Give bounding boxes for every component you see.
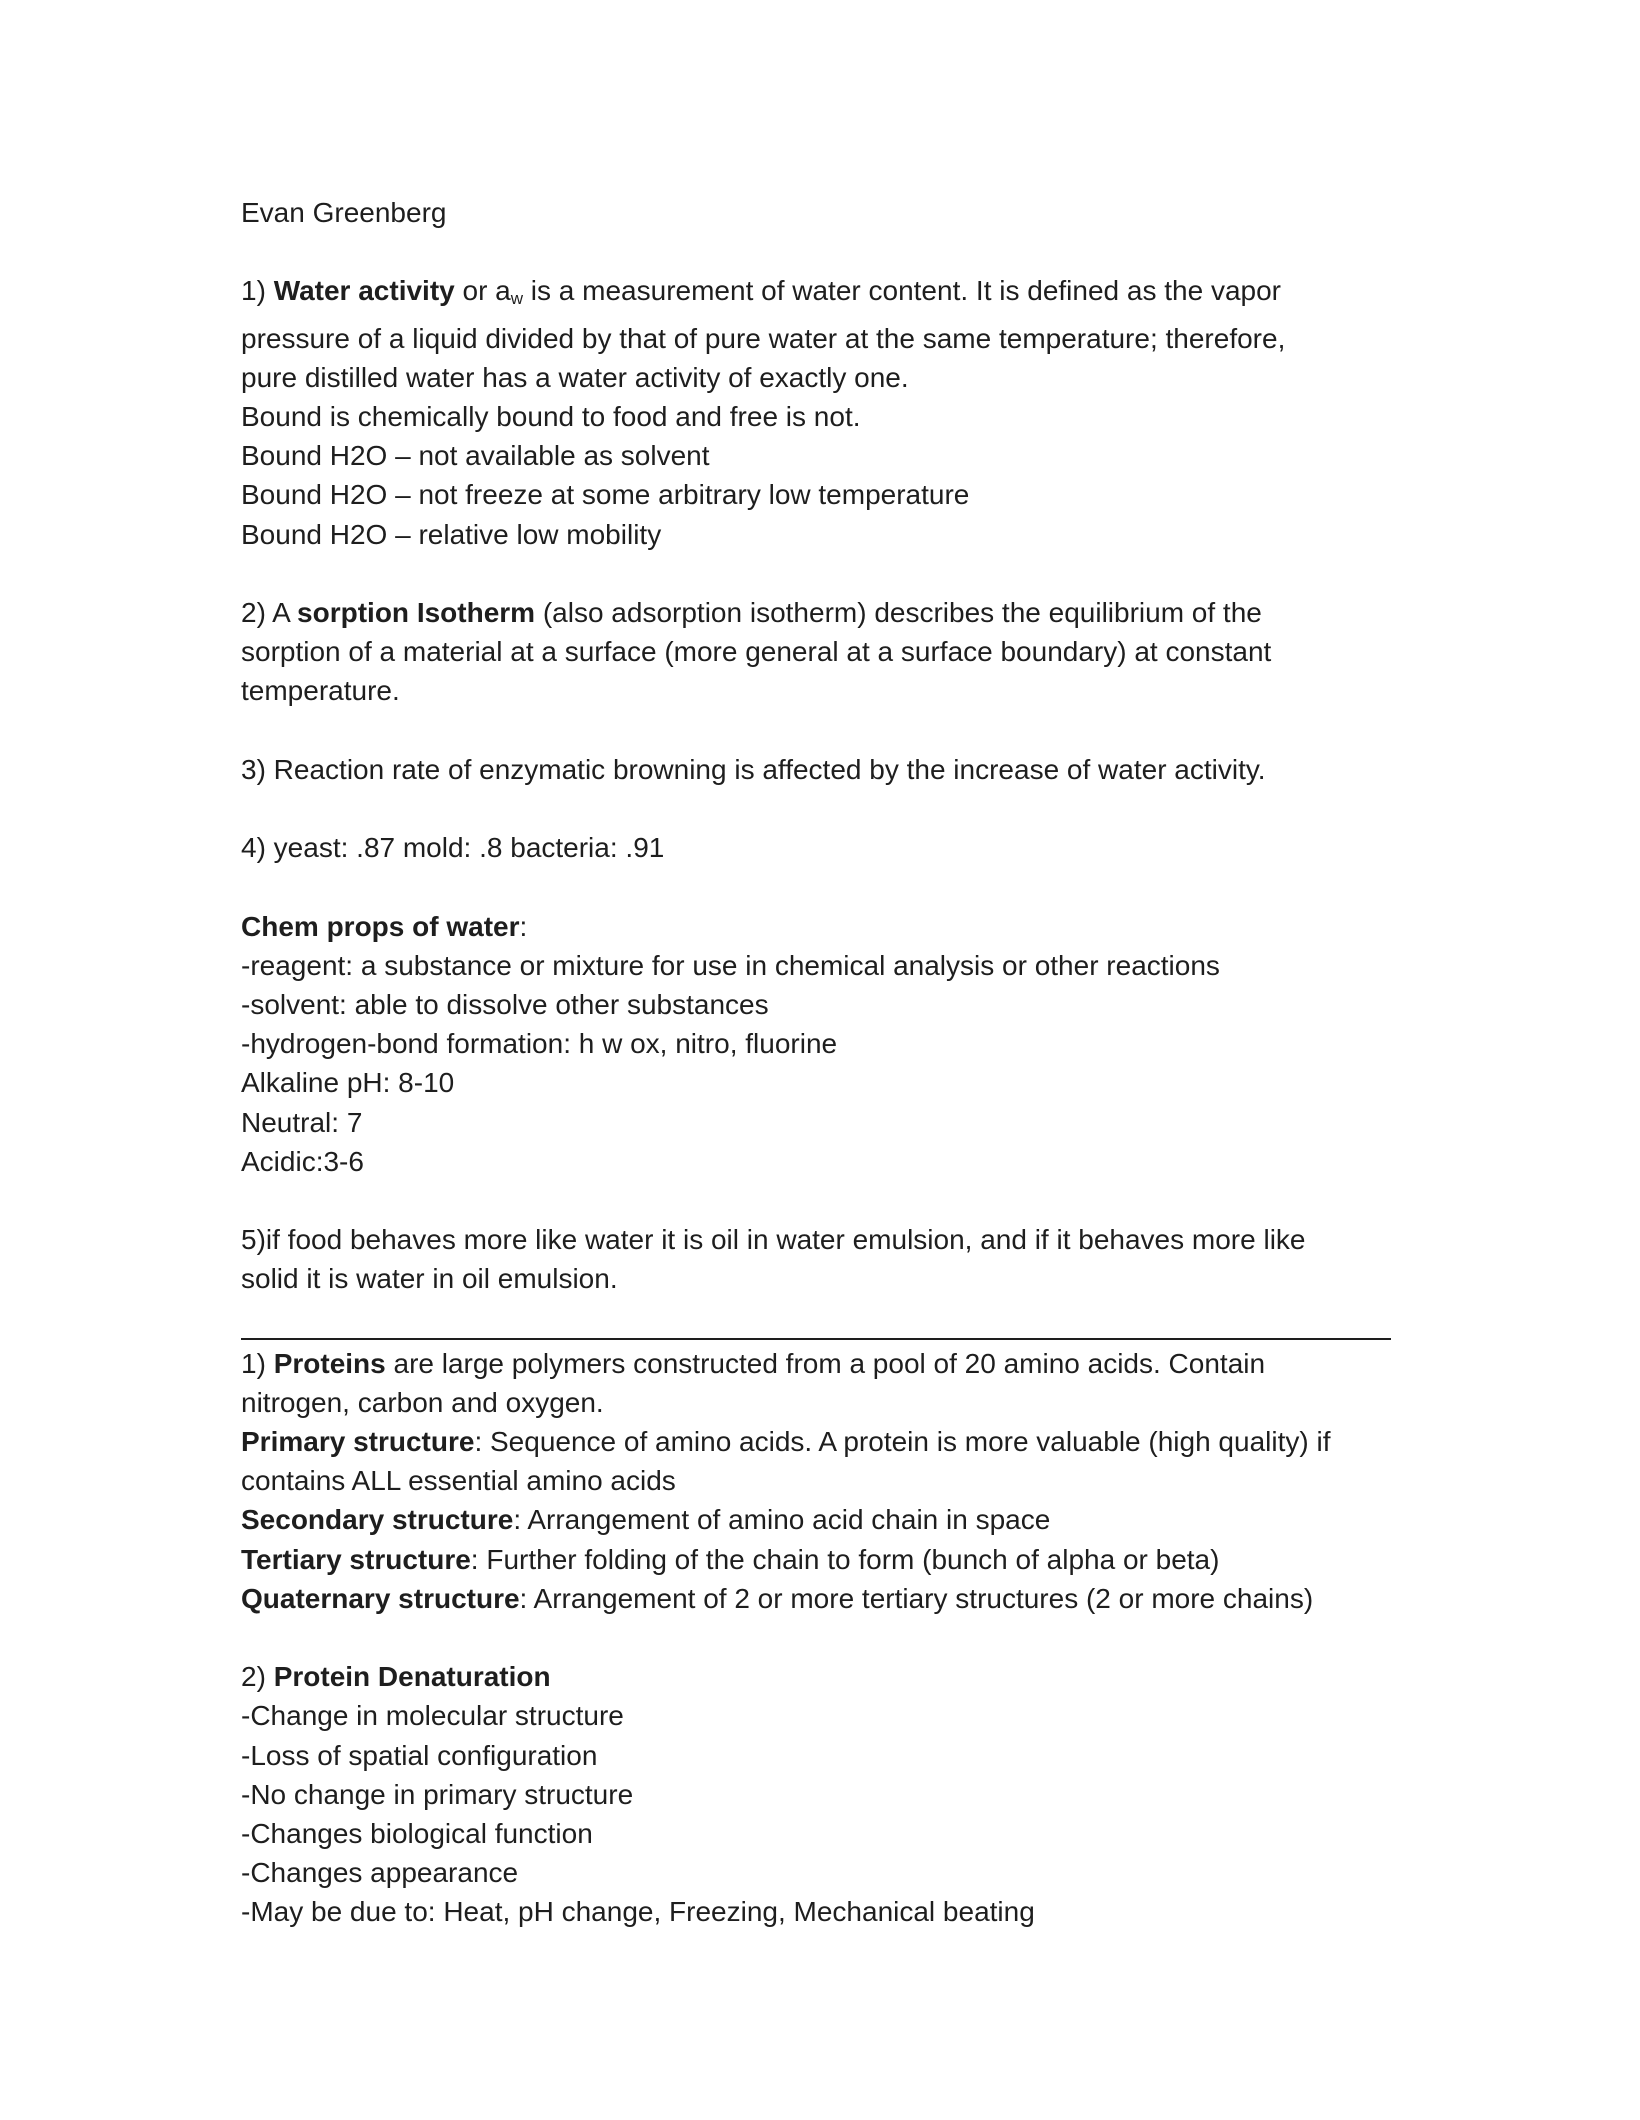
chem-props-heading-colon: : (519, 910, 528, 942)
primary-structure-label: Primary structure (241, 1426, 475, 1457)
tertiary-structure-line (241, 1540, 1391, 1579)
quaternary-structure-label: Quaternary structure (241, 1582, 520, 1614)
chem-prop-item: -reagent: a substance or mixture for use in chemical analysis or other reactions (241, 949, 1220, 981)
section-divider (241, 1338, 1391, 1340)
chem-props-heading-text: Chem props of water (241, 910, 520, 942)
chem-prop-item: Neutral: 7 (241, 1106, 363, 1138)
protein-q1-text: are large polymers constructed from a pool of 20 amino acids. Contain (385, 1347, 1266, 1379)
denaturation-item: -No change in primary structure (241, 1778, 634, 1810)
aw-subscript: w (510, 289, 524, 309)
chem-prop-item: Alkaline pH: 8-10 (241, 1067, 455, 1099)
document-page (241, 193, 1391, 1932)
tertiary-structure-label: Tertiary structure (241, 1543, 471, 1575)
emulsion-line-2: solid it is water in oil emulsion. (241, 1263, 618, 1295)
protein-q2-prefix: 2) (241, 1661, 274, 1693)
q1-text-b: is a measurement of water content. It is defined as the vapor (523, 275, 1281, 307)
q2-text: (also adsorption isotherm) describes the equilibrium of the (535, 597, 1262, 628)
denaturation-item: -Changes biological function (241, 1818, 593, 1850)
denaturation-item: -May be due to: Heat, pH change, Freezing, Mechanical beating (241, 1896, 1035, 1928)
denaturation-item: -Loss of spatial configuration (241, 1739, 598, 1771)
denaturation-item: -Change in molecular structure (241, 1700, 624, 1732)
secondary-structure-label: Secondary structure (241, 1504, 514, 1536)
sorption-isotherm-line-2: sorption of a material at a surface (more general at a surface boundary) at constant (241, 636, 1272, 668)
proteins-definition-line-2: nitrogen, carbon and oxygen. (241, 1386, 604, 1418)
q1-text-a: or a (454, 275, 511, 307)
primary-structure-line-1 (241, 1422, 1391, 1461)
water-activity-definition-line-3: pure distilled water has a water activity of exactly one. (241, 361, 909, 393)
q2-prefix: 2) A (241, 597, 298, 628)
sorption-isotherm-line-1 (241, 593, 1391, 632)
bound-h2o-freeze-line: Bound H2O – not freeze at some arbitrary low temperature (241, 479, 970, 511)
chem-props-heading (241, 907, 1391, 946)
denaturation-item: -Changes appearance (241, 1857, 519, 1889)
emulsion-line-1: 5)if food behaves more like water it is oil in water emulsion, and if it behaves more like (241, 1224, 1306, 1256)
protein-denaturation-heading (241, 1657, 1391, 1696)
tertiary-structure-text: : Further folding of the chain to form (bunch of alpha or beta) (470, 1543, 1220, 1575)
chem-prop-item: Acidic:3-6 (241, 1145, 364, 1177)
chem-prop-item: -solvent: able to dissolve other substances (241, 988, 769, 1020)
water-activity-term: Water activity (273, 275, 455, 307)
bound-h2o-solvent-line: Bound H2O – not available as solvent (241, 440, 710, 472)
primary-structure-text: : Sequence of amino acids. A protein is more valuable (high quality) if (474, 1426, 1331, 1457)
bound-h2o-mobility-line: Bound H2O – relative low mobility (241, 518, 662, 550)
secondary-structure-line (241, 1500, 1391, 1539)
quaternary-structure-text: : Arrangement of 2 or more tertiary structures (2 or more chains) (519, 1582, 1314, 1614)
q1-number: 1) (241, 275, 274, 307)
proteins-term: Proteins (273, 1347, 386, 1379)
secondary-structure-text: : Arrangement of amino acid chain in space (513, 1504, 1051, 1536)
enzymatic-browning-line: 3) Reaction rate of enzymatic browning is affected by the increase of water activity. (241, 753, 1266, 785)
chem-prop-item: -hydrogen-bond formation: h w ox, nitro, fluorine (241, 1028, 838, 1060)
author-name: Evan Greenberg (241, 197, 447, 228)
protein-q1-prefix: 1) (241, 1347, 274, 1379)
bound-vs-free-line: Bound is chemically bound to food and free is not. (241, 401, 861, 432)
microbe-aw-line: 4) yeast: .87 mold: .8 bacteria: .91 (241, 832, 665, 864)
water-activity-definition-line-1 (241, 271, 1391, 318)
water-activity-definition-line-2: pressure of a liquid divided by that of pure water at the same temperature; therefore, (241, 322, 1286, 354)
primary-structure-line-2: contains ALL essential amino acids (241, 1465, 676, 1497)
quaternary-structure-line (241, 1579, 1391, 1618)
protein-denaturation-term: Protein Denaturation (273, 1661, 551, 1693)
sorption-isotherm-term: sorption Isotherm (297, 597, 536, 628)
sorption-isotherm-line-3: temperature. (241, 675, 400, 707)
proteins-definition-line-1 (241, 1344, 1391, 1383)
